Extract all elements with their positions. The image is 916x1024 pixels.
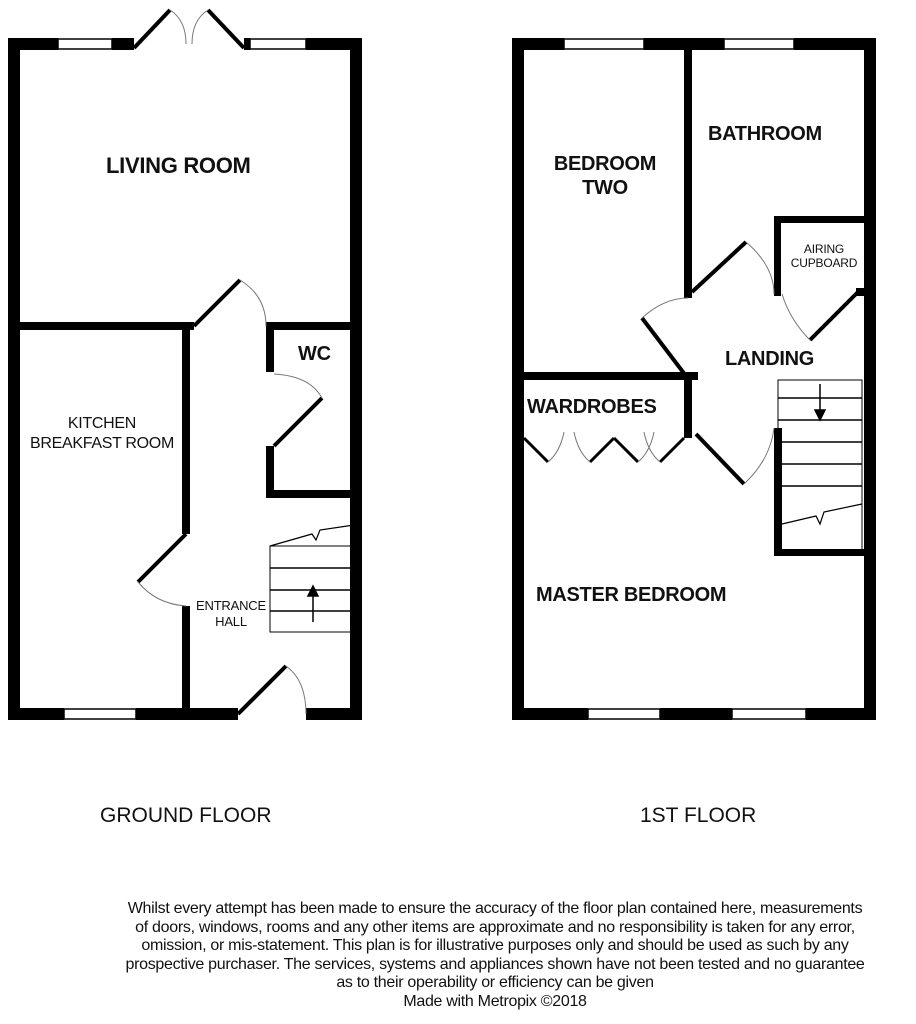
disclaimer-line: prospective purchaser. The services, systems and appliances shown have not been tested and no guarantee	[125, 955, 865, 973]
ground-floor-interior-walls	[20, 322, 356, 710]
entrance-label-line1: ENTRANCE	[196, 598, 266, 613]
first-floor-interior-walls	[520, 38, 870, 556]
airing-label-line2: CUPBOARD	[790, 256, 858, 270]
disclaimer-line: as to their operability or efficiency can be given	[336, 974, 654, 992]
room-label-kitchen-breakfast-room	[22, 414, 182, 454]
room-label-wardrobes: WARDROBES	[527, 396, 657, 418]
window	[724, 39, 794, 49]
credit-line: Made with Metropix ©2018	[403, 992, 587, 1010]
bedroom-two-label-line2: TWO	[582, 177, 628, 199]
room-label-wc: WC	[298, 343, 331, 365]
room-label-master-bedroom: MASTER BEDROOM	[536, 584, 727, 606]
kitchen-label-line2: BREAKFAST ROOM	[30, 435, 174, 452]
room-label-entrance-hall	[190, 598, 272, 630]
first-floor-title: 1ST FLOOR	[640, 804, 757, 827]
ground-floor-staircase	[270, 525, 354, 632]
bedroom-two-label-line1: BEDROOM	[553, 153, 657, 175]
room-label-living-room: LIVING ROOM	[106, 153, 251, 178]
disclaimer-text	[60, 900, 916, 1012]
window	[732, 709, 806, 719]
entrance-label-line2: HALL	[215, 614, 247, 629]
first-floor-staircase	[778, 380, 862, 550]
room-label-bedroom-two	[530, 152, 680, 200]
disclaimer-line: of doors, windows, rooms and any other items are approximate and no responsibility is taken for any error,	[135, 918, 855, 936]
room-label-airing-cupboard	[784, 242, 864, 270]
french-doors	[134, 10, 244, 48]
disclaimer-line: omission, or mis-statement. This plan is for illustrative purposes only and should be used as such by any	[141, 937, 849, 955]
window	[564, 39, 644, 49]
window	[588, 709, 660, 719]
window	[64, 709, 136, 719]
disclaimer-line: Whilst every attempt has been made to ensure the accuracy of the floor plan contained here, measurements	[127, 900, 863, 917]
room-label-bathroom: BATHROOM	[708, 123, 822, 145]
window	[58, 39, 112, 49]
window	[250, 39, 306, 49]
airing-label-line1: AIRING	[803, 242, 845, 256]
room-label-landing: LANDING	[725, 348, 815, 370]
ground-floor-title: GROUND FLOOR	[100, 804, 272, 827]
kitchen-label-line1: KITCHEN	[67, 415, 137, 432]
